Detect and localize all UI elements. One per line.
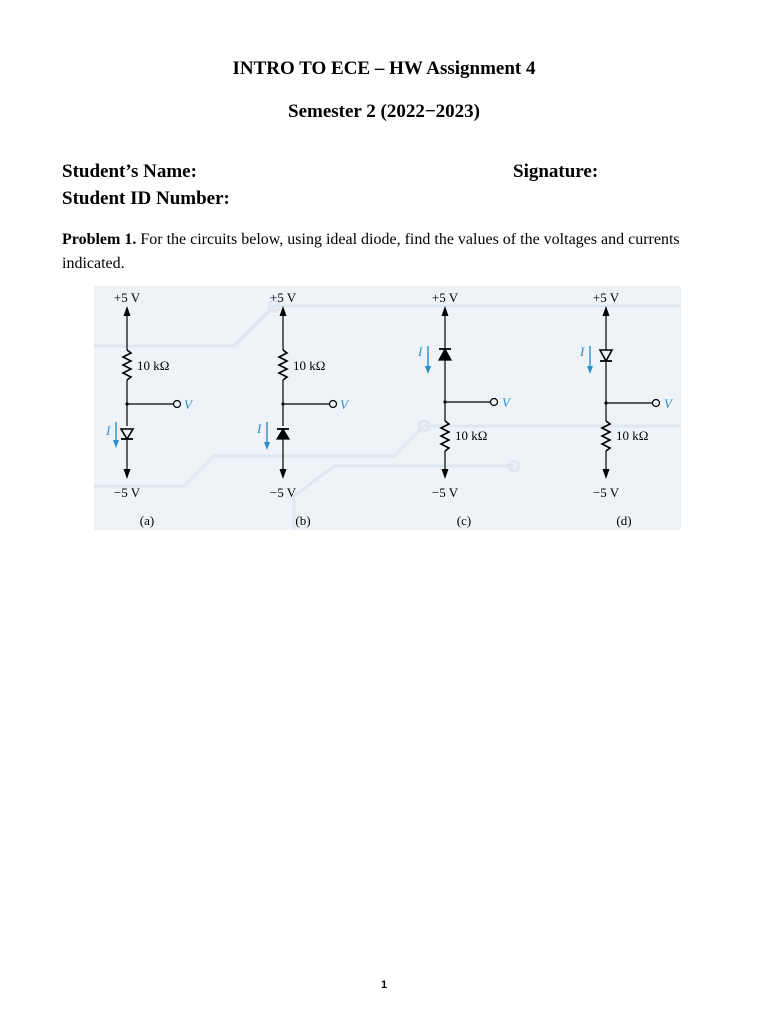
document-title: INTRO TO ECE – HW Assignment 4 <box>232 58 536 79</box>
problem-statement <box>62 228 712 276</box>
circuit-caption: (c) <box>456 513 472 528</box>
resistor-label: 10 kΩ <box>616 428 649 443</box>
output-label: V <box>664 396 672 411</box>
top-voltage-label: +5 V <box>269 290 297 305</box>
problem-label: Problem 1. <box>62 231 137 248</box>
current-label: I <box>106 423 111 438</box>
top-voltage-label: +5 V <box>592 290 620 305</box>
output-label: V <box>184 397 192 412</box>
student-name-label: Student’s Name: <box>62 161 197 182</box>
circuit-figure <box>94 286 681 530</box>
bottom-voltage-label: −5 V <box>113 485 141 500</box>
resistor-label: 10 kΩ <box>455 428 488 443</box>
bottom-voltage-label: −5 V <box>269 485 297 500</box>
resistor-label: 10 kΩ <box>293 358 326 373</box>
bottom-voltage-label: −5 V <box>431 485 459 500</box>
signature-label: Signature: <box>513 161 599 182</box>
current-label: I <box>418 344 423 359</box>
bottom-voltage-label: −5 V <box>592 485 620 500</box>
top-voltage-label: +5 V <box>431 290 459 305</box>
resistor-label: 10 kΩ <box>137 358 170 373</box>
circuit-caption: (b) <box>295 513 311 528</box>
output-label: V <box>340 397 348 412</box>
current-label: I <box>257 421 262 436</box>
circuit-caption: (a) <box>139 513 155 528</box>
problem-text: For the circuits below, using ideal diode, find the values of the voltages and currents indicated. <box>62 231 680 272</box>
page-number: 1 <box>380 979 388 991</box>
circuit-caption: (d) <box>616 513 632 528</box>
student-id-label: Student ID Number: <box>62 188 230 209</box>
top-voltage-label: +5 V <box>113 290 141 305</box>
current-label: I <box>580 344 585 359</box>
output-label: V <box>502 395 510 410</box>
semester-line: Semester 2 (2022−2023) <box>288 101 480 122</box>
